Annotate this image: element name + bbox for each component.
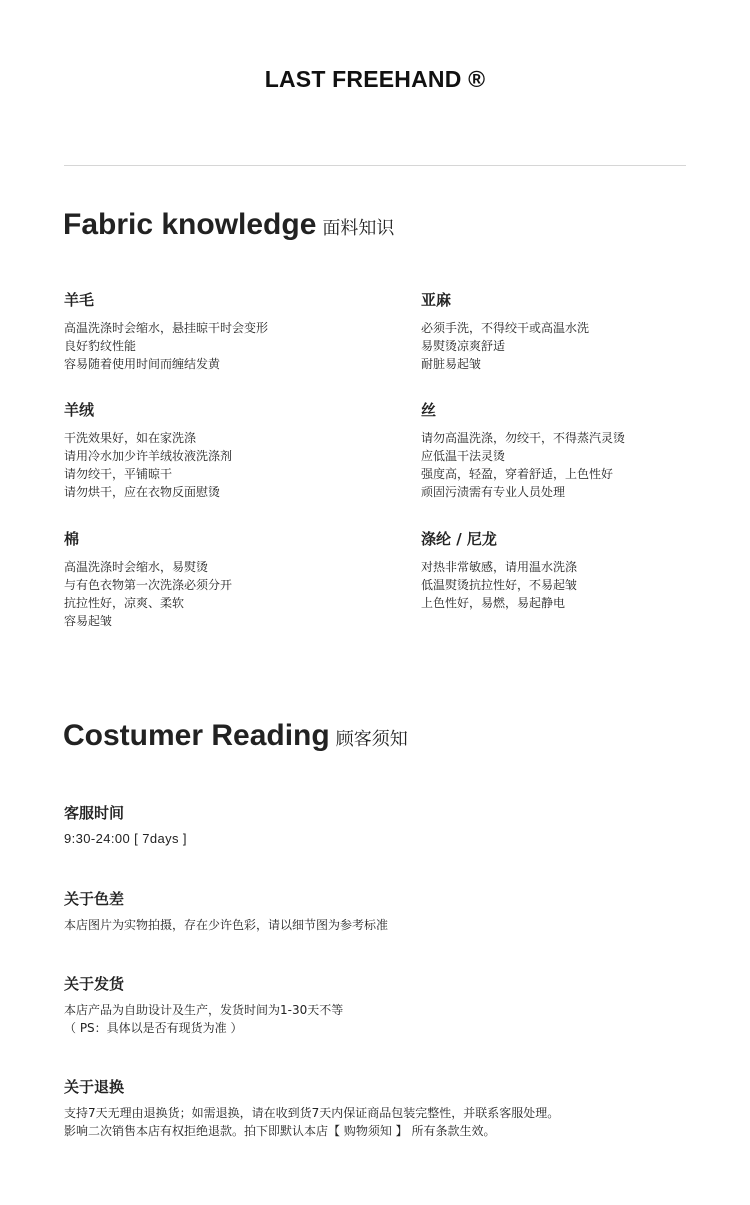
reading-title-en: Costumer Reading — [63, 719, 330, 752]
fabric-line: 对热非常敏感，请用温水洗涤 — [421, 560, 578, 574]
fabric-wool — [64, 291, 384, 373]
costumer-reading-heading — [63, 719, 408, 753]
fabric-line: 请勿绞干，平铺晾干 — [64, 467, 173, 481]
fabric-knowledge-heading — [63, 208, 394, 242]
section-line: 本店产品为自助设计及生产，发货时间为1-30天不等 — [64, 1003, 344, 1017]
section-heading: 关于退换 — [64, 1078, 125, 1096]
fabric-line: 强度高，轻盈，穿着舒适，上色性好 — [421, 467, 614, 481]
fabric-line: 请勿烘干，应在衣物反面慰烫 — [64, 485, 221, 499]
fabric-title-en: Fabric knowledge — [63, 208, 317, 241]
fabric-line: 高温洗涤时会缩水，悬挂晾干时会变形 — [64, 321, 269, 335]
fabric-line: 与有色衣物第一次洗涤必须分开 — [64, 578, 233, 592]
fabric-cotton — [64, 530, 384, 630]
fabric-line: 良好豹纹性能 — [64, 339, 137, 353]
fabric-name: 丝 — [421, 401, 437, 419]
fabric-line: 容易随着使用时间而缠结发黄 — [64, 357, 221, 371]
fabric-name: 羊绒 — [64, 401, 95, 419]
fabric-line: 耐脏易起皱 — [421, 357, 482, 371]
returns-section — [64, 1078, 704, 1140]
fabric-linen — [421, 291, 741, 373]
fabric-line: 顽固污渍需有专业人员处理 — [421, 485, 566, 499]
color-difference-section — [64, 890, 704, 934]
fabric-name: 棉 — [64, 530, 80, 548]
fabric-name: 羊毛 — [64, 291, 95, 309]
service-hours: 9:30-24:00 [ 7days ] — [64, 831, 187, 846]
section-line: 支持7天无理由退换货；如需退换，请在收到货7天内保证商品包装完整性，并联系客服处理。 — [64, 1106, 560, 1120]
fabric-line: 应低温干法灵烫 — [421, 449, 506, 463]
fabric-name: 亚麻 — [421, 291, 452, 309]
section-heading: 关于发货 — [64, 975, 125, 993]
fabric-title-cn: 面料知识 — [322, 218, 395, 239]
reading-title-cn: 顾客须知 — [335, 729, 408, 750]
shipping-section — [64, 975, 704, 1037]
divider — [64, 165, 686, 166]
fabric-line: 高温洗涤时会缩水，易熨烫 — [64, 560, 209, 574]
fabric-silk — [421, 401, 741, 501]
section-line: 影响二次销售本店有权拒绝退款。拍下即默认本店【 购物须知 】 所有条款生效。 — [64, 1124, 496, 1138]
fabric-line: 低温熨烫抗拉性好，不易起皱 — [421, 578, 578, 592]
fabric-line: 易熨烫凉爽舒适 — [421, 339, 506, 353]
fabric-line: 必须手洗，不得绞干或高温水洗 — [421, 321, 590, 335]
fabric-line: 上色性好，易燃，易起静电 — [421, 596, 566, 610]
section-heading: 客服时间 — [64, 804, 125, 822]
fabric-line: 容易起皱 — [64, 614, 113, 628]
fabric-line: 请勿高温洗涤，勿绞干，不得蒸汽灵烫 — [421, 431, 626, 445]
fabric-polyester-nylon — [421, 530, 741, 612]
fabric-cashmere — [64, 401, 384, 501]
section-line: 本店图片为实物拍摄，存在少许色彩，请以细节图为参考标准 — [64, 918, 389, 932]
fabric-line: 抗拉性好，凉爽、柔软 — [64, 596, 185, 610]
fabric-name: 涤纶 / 尼龙 — [421, 530, 497, 548]
section-line: （ PS：具体以是否有现货为准 ） — [64, 1021, 243, 1035]
service-hours-section — [64, 804, 704, 848]
fabric-line: 请用冷水加少许羊绒妆液洗涤剂 — [64, 449, 233, 463]
fabric-line: 干洗效果好，如在家洗涤 — [64, 431, 197, 445]
brand-logo-text: LAST FREEHAND ® — [264, 66, 486, 92]
section-heading: 关于色差 — [64, 890, 125, 908]
